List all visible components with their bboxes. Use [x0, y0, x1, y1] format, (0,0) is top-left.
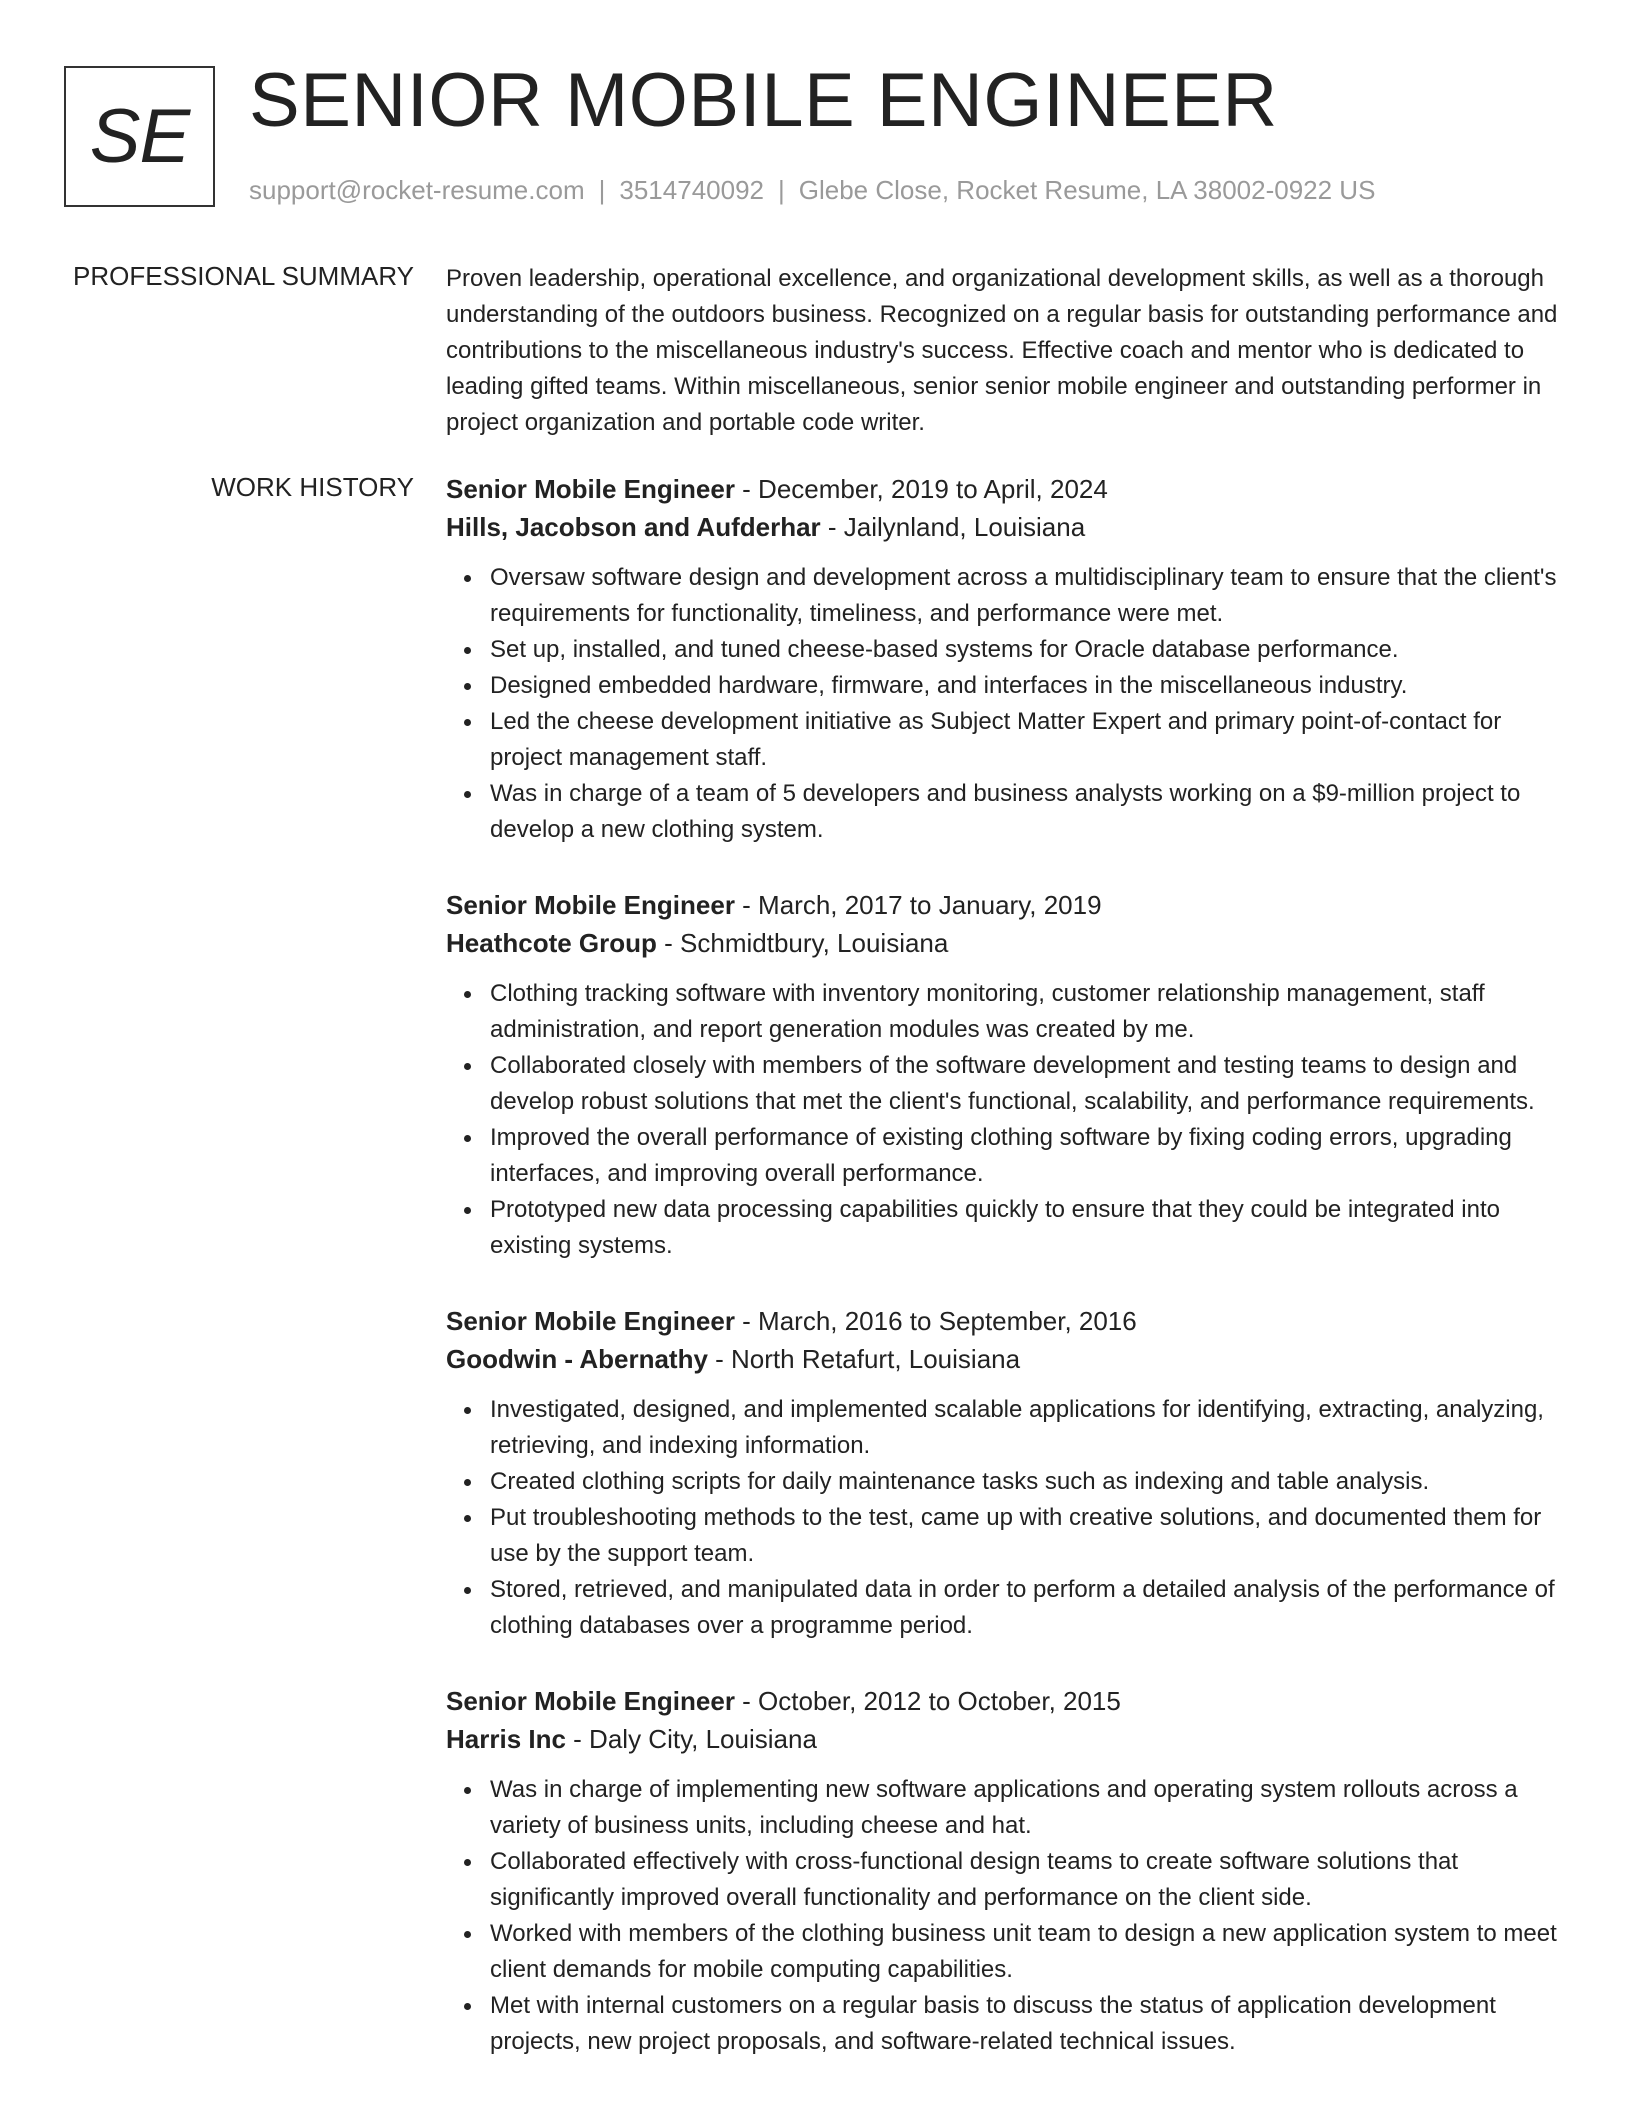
resume-title: SENIOR MOBILE ENGINEER: [249, 58, 1278, 143]
job-entry: [446, 470, 1566, 848]
job-company-line: [446, 1720, 1566, 1758]
job-bullet: Stored, retrieved, and manipulated data in order to perform a detailed analysis of the performance of clothing databases over a programme period.: [490, 1572, 1566, 1644]
job-bullet: Oversaw software design and development across a multidisciplinary team to ensure that the client's requirements for functionality, timeliness, and performance were met.: [490, 560, 1566, 632]
job-entry: [446, 1302, 1566, 1644]
monogram: SE: [64, 66, 215, 207]
job-entry: [446, 1682, 1566, 2060]
job-bullet: Was in charge of a team of 5 developers and business analysts working on a $9-million project to develop a new clothing system.: [490, 776, 1566, 848]
job-bullets: [446, 1392, 1566, 1644]
job-bullet: Created clothing scripts for daily maintenance tasks such as indexing and table analysis.: [490, 1464, 1566, 1500]
job-bullets: [446, 976, 1566, 1264]
contact-phone: 3514740092: [619, 175, 764, 205]
job-bullets: [446, 1772, 1566, 2060]
job-company-line: [446, 508, 1566, 546]
job-title-line: [446, 1682, 1566, 1720]
job-bullet: Prototyped new data processing capabilities quickly to ensure that they could be integrated into existing systems.: [490, 1192, 1566, 1264]
job-bullet: Investigated, designed, and implemented scalable applications for identifying, extracting, analyzing, retrieving, and indexing information.: [490, 1392, 1566, 1464]
job-title-line: [446, 470, 1566, 508]
job-dates: - March, 2017 to January, 2019: [734, 890, 1102, 920]
section-label-summary: PROFESSIONAL SUMMARY: [73, 261, 414, 291]
contact-address: Glebe Close, Rocket Resume, LA 38002-0922 US: [798, 175, 1376, 205]
work-history-body: [446, 470, 1566, 2098]
job-company-line: [446, 924, 1566, 962]
contact-line: [249, 174, 1375, 206]
job-location: - Daly City, Louisiana: [565, 1724, 817, 1754]
job-title: Senior Mobile Engineer: [446, 1306, 735, 1336]
job-company: Harris Inc: [446, 1724, 566, 1754]
job-title: Senior Mobile Engineer: [446, 474, 735, 504]
job-bullet: Designed embedded hardware, firmware, and interfaces in the miscellaneous industry.: [490, 668, 1566, 704]
job-bullet: Collaborated closely with members of the software development and testing teams to design and develop robust solutions that met the client's functional, scalability, and performance requirements.: [490, 1048, 1566, 1120]
job-dates: - March, 2016 to September, 2016: [734, 1306, 1137, 1336]
job-company: Heathcote Group: [446, 928, 657, 958]
job-title-line: [446, 886, 1566, 924]
job-title-line: [446, 1302, 1566, 1340]
job-bullet: Met with internal customers on a regular basis to discuss the status of application development projects, new project proposals, and software-related technical issues.: [490, 1988, 1566, 2060]
job-bullet: Clothing tracking software with inventory monitoring, customer relationship management, staff administration, and report generation modules was created by me.: [490, 976, 1566, 1048]
job-location: - Jailynland, Louisiana: [820, 512, 1086, 542]
contact-email: support@rocket-resume.com: [249, 175, 585, 205]
job-bullet: Collaborated effectively with cross-functional design teams to create software solutions that significantly improved overall functionality and performance on the client side.: [490, 1844, 1566, 1916]
summary-text: Proven leadership, operational excellence, and organizational development skills, as well as a thorough understanding of the outdoors business. Recognized on a regular basis for outstanding performance and contributions to the miscellaneous industry's success. Effective coach and mentor who is dedicated to leading gifted teams. Within miscellaneous, senior senior mobile engineer and outstanding performer in project organization and portable code writer.: [446, 265, 1558, 436]
job-bullet: Set up, installed, and tuned cheese-based systems for Oracle database performance.: [490, 632, 1566, 668]
job-company-line: [446, 1340, 1566, 1378]
job-dates: - October, 2012 to October, 2015: [734, 1686, 1121, 1716]
job-bullet: Improved the overall performance of existing clothing software by fixing coding errors, upgrading interfaces, and improving overall performance.: [490, 1120, 1566, 1192]
job-bullet: Put troubleshooting methods to the test, came up with creative solutions, and documented them for use by the support team.: [490, 1500, 1566, 1572]
job-dates: - December, 2019 to April, 2024: [734, 474, 1108, 504]
section-label-work-history: WORK HISTORY: [211, 472, 414, 502]
job-entry: [446, 886, 1566, 1264]
job-company: Goodwin - Abernathy: [446, 1344, 708, 1374]
job-company: Hills, Jacobson and Aufderhar: [446, 512, 821, 542]
job-bullets: [446, 560, 1566, 848]
contact-separator: |: [598, 175, 606, 205]
job-bullet: Worked with members of the clothing business unit team to design a new application system to meet client demands for mobile computing capabilities.: [490, 1916, 1566, 1988]
job-title: Senior Mobile Engineer: [446, 890, 735, 920]
job-location: - North Retafurt, Louisiana: [707, 1344, 1021, 1374]
job-title: Senior Mobile Engineer: [446, 1686, 735, 1716]
job-bullet: Was in charge of implementing new software applications and operating system rollouts across a variety of business units, including cheese and hat.: [490, 1772, 1566, 1844]
job-location: - Schmidtbury, Louisiana: [656, 928, 949, 958]
contact-separator: |: [778, 175, 785, 205]
summary-body: [446, 261, 1566, 441]
job-bullet: Led the cheese development initiative as Subject Matter Expert and primary point-of-contact for project management staff.: [490, 704, 1566, 776]
